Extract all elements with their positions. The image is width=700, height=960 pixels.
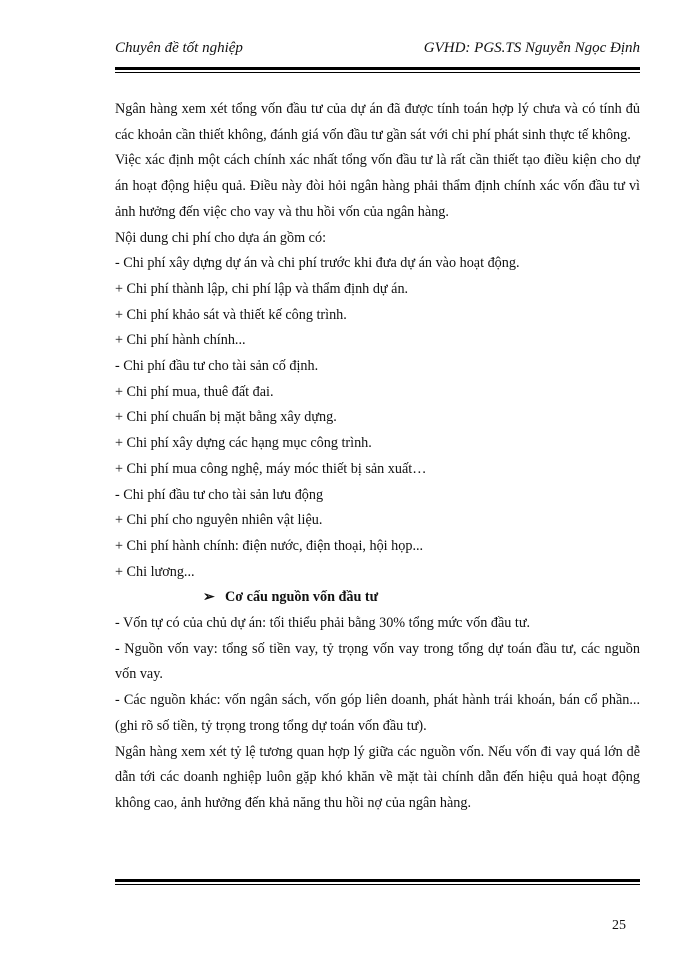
header-advisor: GVHD: PGS.TS Nguyễn Ngọc Định (423, 40, 640, 56)
list-item: + Chi phí cho nguyên nhiên vật liệu. (115, 512, 323, 529)
document-body (115, 97, 640, 817)
paragraph: Ngân hàng xem xét tổng vốn đầu tư của dự án đã được tính toán hợp lý chưa và có tính đủ các khoản cần thiết không, đánh giá vốn đầu tư gần sát với chi phí phát sinh thực tế không. (115, 101, 640, 143)
list-item: + Chi phí hành chính: điện nước, điện thoại, hội họp... (115, 537, 424, 554)
list-item: - Chi phí đầu tư cho tài sản lưu động (115, 486, 324, 503)
list-item: - Chi phí xây dựng dự án và chi phí trước khi đưa dự án vào hoạt động. (115, 255, 520, 272)
section-heading-text: Cơ cấu nguồn vốn đầu tư (225, 589, 379, 606)
header-rule-thick (115, 67, 640, 70)
header-rule-thin (115, 72, 640, 73)
list-item: + Chi phí mua, thuê đất đai. (115, 383, 274, 400)
list-item: + Chi phí mua công nghệ, máy móc thiết bị sản xuất… (115, 460, 427, 477)
list-item: - Các nguồn khác: vốn ngân sách, vốn góp liên doanh, phát hành trái khoán, bán cổ phần...(ghi rõ số tiền, tỷ trọng trong tổng dự toán vốn đầu tư). (115, 692, 640, 734)
list-item: + Chi phí xây dựng các hạng mục công trình. (115, 435, 372, 452)
footer-rule-thin (115, 884, 640, 885)
page-number: 25 (612, 918, 626, 933)
page-header (115, 40, 640, 64)
list-item: + Chi phí chuẩn bị mặt bằng xây dựng. (115, 409, 337, 426)
list-item: - Vốn tự có của chủ dự án: tối thiểu phải bằng 30% tổng mức vốn đầu tư. (115, 615, 531, 632)
list-item: - Chi phí đầu tư cho tài sản cố định. (115, 358, 319, 375)
paragraph: Ngân hàng xem xét tỷ lệ tương quan hợp lý giữa các nguồn vốn. Nếu vốn đi vay quá lớn dễ dẫn tới các doanh nghiệp luôn gặp khó khăn về mặt tài chính dẫn đến hiệu quả hoạt động không cao, ảnh hưởng đến khả năng thu hồi nợ của ngân hàng. (115, 743, 640, 811)
list-item: + Chi phí thành lập, chi phí lập và thẩm định dự án. (115, 280, 409, 297)
list-item: + Chi phí khảo sát và thiết kế công trình. (115, 306, 347, 323)
section-heading (115, 585, 640, 611)
footer-rule-thick (115, 879, 640, 882)
list-item: + Chi phí hành chính... (115, 332, 246, 349)
header-title: Chuyên đề tốt nghiệp (115, 40, 243, 56)
paragraph: Nội dung chi phí cho dựa án gồm có: (115, 229, 327, 246)
paragraph: Việc xác định một cách chính xác nhất tổng vốn đầu tư là rất cần thiết tạo điều kiện cho dự án hoạt động hiệu quả. Điều này đòi hỏi ngân hàng phải thẩm định chính xác vốn đầu tư vì ảnh hưởng đến việc cho vay và thu hồi vốn của ngân hàng. (115, 152, 640, 220)
list-item: - Nguồn vốn vay: tổng số tiền vay, tỷ trọng vốn vay trong tổng dự toán đầu tư, các nguồn vốn vay. (115, 640, 640, 683)
arrow-bullet-icon: ➢ (203, 589, 215, 606)
list-item: + Chi lương... (115, 563, 195, 580)
